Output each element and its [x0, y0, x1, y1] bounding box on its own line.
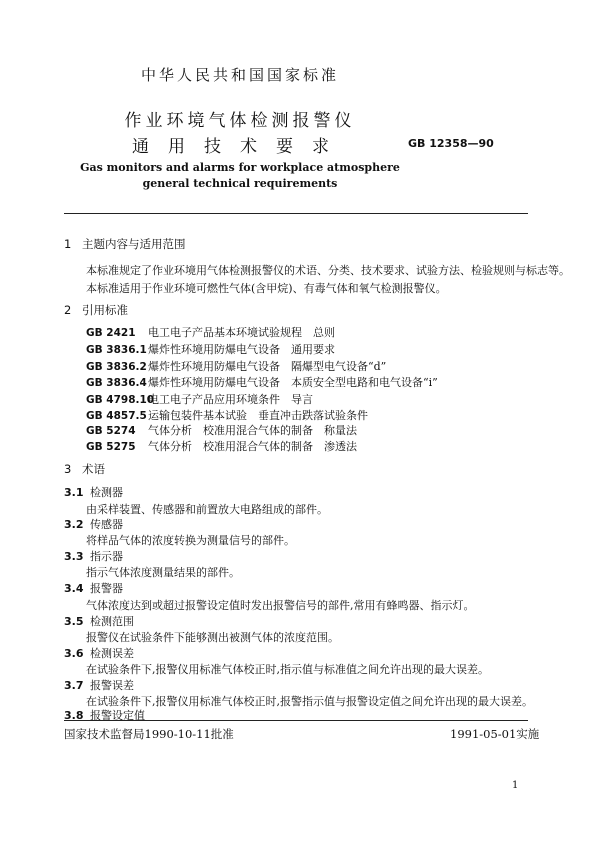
standard-code: GB 12358—90	[408, 137, 494, 150]
term-heading	[64, 645, 134, 661]
page-number: 1	[512, 780, 519, 791]
section-2-heading	[64, 302, 128, 318]
reference-item	[86, 391, 313, 407]
reference-item	[86, 374, 438, 390]
reference-item	[86, 341, 335, 357]
term-definition: 在试验条件下,报警仪用标准气体校正时,报警指示值与报警设定值之间允许出现的最大误差。	[86, 695, 533, 708]
reference-title: 爆炸性环境用防爆电气设备 本质安全型电路和电气设备“i”	[148, 376, 438, 389]
national-standard-heading: 中华人民共和国国家标准	[140, 66, 339, 84]
term-definition: 指示气体浓度测量结果的部件。	[86, 566, 240, 579]
reference-code: GB 5274	[86, 425, 136, 437]
term-definition: 在试验条件下,报警仪用标准气体校正时,指示值与标准值之间允许出现的最大误差。	[86, 663, 489, 676]
reference-code: GB 4798.10	[86, 394, 155, 406]
term-heading	[64, 613, 134, 629]
reference-item	[86, 407, 368, 423]
reference-code: GB 3836.2	[86, 361, 147, 373]
title-line-2: 通用技术要求	[132, 137, 348, 157]
approval-line: 国家技术监督局1990-10-11批准	[64, 727, 234, 741]
reference-code: GB 4857.5	[86, 410, 147, 422]
reference-item	[86, 422, 357, 438]
english-title-line-2: general technical requirements	[142, 177, 338, 190]
reference-title: 电工电子产品应用环境条件 导言	[148, 393, 313, 406]
term-number: 3.1	[64, 486, 84, 499]
term-name: 报警误差	[90, 679, 134, 692]
english-title-line-1: Gas monitors and alarms for workplace atmosphere	[80, 161, 400, 174]
term-heading	[64, 484, 123, 500]
paragraph: 本标准适用于作业环境可燃性气体(含甲烷)、有毒气体和氧气检测报警仪。	[86, 282, 447, 295]
term-heading	[64, 548, 123, 564]
reference-item	[86, 438, 357, 454]
term-number: 3.2	[64, 518, 84, 531]
term-heading	[64, 516, 123, 532]
term-name: 指示器	[90, 550, 123, 563]
section-title: 术语	[82, 462, 105, 476]
reference-title: 电工电子产品基本环境试验规程 总则	[148, 326, 335, 339]
reference-code: GB 5275	[86, 441, 136, 453]
footer-divider	[64, 720, 528, 721]
term-definition: 由采样装置、传感器和前置放大电路组成的部件。	[86, 503, 328, 516]
section-number: 1	[64, 237, 72, 251]
section-1-heading	[64, 236, 186, 252]
term-definition: 报警仪在试验条件下能够测出被测气体的浓度范围。	[86, 631, 339, 644]
reference-title: 气体分析 校准用混合气体的制备 称量法	[148, 424, 357, 437]
term-name: 报警器	[90, 582, 123, 595]
term-number: 3.4	[64, 582, 84, 595]
term-number: 3.7	[64, 679, 84, 692]
header-divider	[64, 213, 528, 214]
reference-code: GB 3836.4	[86, 377, 147, 389]
term-name: 检测误差	[90, 647, 134, 660]
term-name: 检测器	[90, 486, 123, 499]
section-number: 2	[64, 303, 72, 317]
reference-code: GB 2421	[86, 327, 136, 339]
term-heading	[64, 677, 134, 693]
reference-item	[86, 358, 386, 374]
section-3-heading	[64, 461, 105, 477]
term-name: 报警设定值	[90, 709, 145, 722]
reference-title: 运输包装件基本试验 垂直冲击跌落试验条件	[148, 409, 368, 422]
section-title: 引用标准	[82, 303, 128, 317]
reference-item	[86, 324, 335, 340]
title-line-1: 作业环境气体检测报警仪	[124, 111, 356, 131]
section-title: 主题内容与适用范围	[82, 237, 186, 251]
section-number: 3	[64, 462, 72, 476]
reference-title: 气体分析 校准用混合气体的制备 渗透法	[148, 440, 357, 453]
reference-code: GB 3836.1	[86, 344, 147, 356]
term-name: 传感器	[90, 518, 123, 531]
reference-title: 爆炸性环境用防爆电气设备 通用要求	[148, 343, 335, 356]
implementation-line: 1991-05-01实施	[450, 727, 540, 741]
term-number: 3.3	[64, 550, 84, 563]
term-definition: 气体浓度达到或超过报警设定值时发出报警信号的部件,常用有蜂鸣器、指示灯。	[86, 599, 475, 612]
term-number: 3.5	[64, 615, 84, 628]
term-number: 3.8	[64, 709, 84, 722]
term-heading	[64, 580, 123, 596]
reference-title: 爆炸性环境用防爆电气设备 隔爆型电气设备“d”	[148, 360, 387, 373]
term-name: 检测范围	[90, 615, 134, 628]
term-number: 3.6	[64, 647, 84, 660]
paragraph: 本标准规定了作业环境用气体检测报警仪的术语、分类、技术要求、试验方法、检验规则与标志等。	[86, 264, 570, 277]
term-definition: 将样品气体的浓度转换为测量信号的部件。	[86, 534, 295, 547]
